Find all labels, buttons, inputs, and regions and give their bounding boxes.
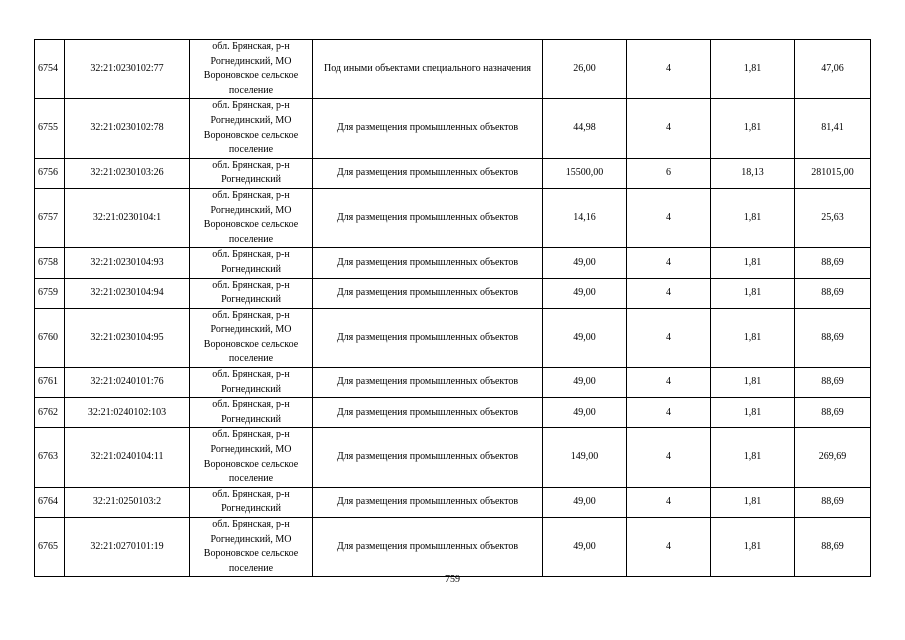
land-use-cell: Для размещения промышленных объектов xyxy=(313,368,543,398)
page-number: 759 xyxy=(445,574,460,585)
cadastral-value-cell: 88,69 xyxy=(795,368,871,398)
group-cell: 4 xyxy=(627,40,711,99)
group-cell: 4 xyxy=(627,99,711,158)
cadastral-value-cell: 88,69 xyxy=(795,248,871,278)
table-row xyxy=(35,40,871,99)
area-cell: 49,00 xyxy=(543,487,627,517)
address-cell: обл. Брянская, р-н Рогнединский xyxy=(190,158,313,188)
area-cell: 14,16 xyxy=(543,188,627,247)
cadastral-value-cell: 81,41 xyxy=(795,99,871,158)
rate-cell: 1,81 xyxy=(711,278,795,308)
cadastral-value-cell: 281015,00 xyxy=(795,158,871,188)
area-cell: 49,00 xyxy=(543,278,627,308)
area-cell: 49,00 xyxy=(543,308,627,367)
land-use-cell: Для размещения промышленных объектов xyxy=(313,398,543,428)
cadastral-number-cell: 32:21:0230103:26 xyxy=(65,158,190,188)
row-number-cell: 6761 xyxy=(35,368,65,398)
area-cell: 49,00 xyxy=(543,368,627,398)
cadastral-number-cell: 32:21:0230102:77 xyxy=(65,40,190,99)
land-use-cell: Для размещения промышленных объектов xyxy=(313,278,543,308)
row-number-cell: 6759 xyxy=(35,278,65,308)
cadastral-value-cell: 47,06 xyxy=(795,40,871,99)
land-use-cell: Для размещения промышленных объектов xyxy=(313,428,543,487)
row-number-cell: 6757 xyxy=(35,188,65,247)
cadastral-number-cell: 32:21:0230104:94 xyxy=(65,278,190,308)
rate-cell: 1,81 xyxy=(711,487,795,517)
cadastral-number-cell: 32:21:0230102:78 xyxy=(65,99,190,158)
rate-cell: 1,81 xyxy=(711,308,795,367)
group-cell: 4 xyxy=(627,248,711,278)
group-cell: 4 xyxy=(627,518,711,577)
area-cell: 49,00 xyxy=(543,398,627,428)
row-number-cell: 6756 xyxy=(35,158,65,188)
table-row xyxy=(35,158,871,188)
land-use-cell: Для размещения промышленных объектов xyxy=(313,248,543,278)
cadastral-number-cell: 32:21:0230104:93 xyxy=(65,248,190,278)
table-row xyxy=(35,398,871,428)
table-row xyxy=(35,188,871,247)
land-plots-table xyxy=(34,39,871,577)
cadastral-number-cell: 32:21:0270101:19 xyxy=(65,518,190,577)
row-number-cell: 6760 xyxy=(35,308,65,367)
group-cell: 4 xyxy=(627,428,711,487)
address-cell: обл. Брянская, р-н Рогнединский xyxy=(190,248,313,278)
address-cell: обл. Брянская, р-н Рогнединский xyxy=(190,278,313,308)
address-cell: обл. Брянская, р-н Рогнединский, МО Вороновское сельское поселение xyxy=(190,188,313,247)
land-use-cell: Для размещения промышленных объектов xyxy=(313,188,543,247)
area-cell: 149,00 xyxy=(543,428,627,487)
address-cell: обл. Брянская, р-н Рогнединский, МО Вороновское сельское поселение xyxy=(190,40,313,99)
cadastral-number-cell: 32:21:0250103:2 xyxy=(65,487,190,517)
area-cell: 49,00 xyxy=(543,248,627,278)
cadastral-number-cell: 32:21:0230104:1 xyxy=(65,188,190,247)
cadastral-number-cell: 32:21:0240104:11 xyxy=(65,428,190,487)
table-row xyxy=(35,278,871,308)
group-cell: 4 xyxy=(627,368,711,398)
rate-cell: 1,81 xyxy=(711,188,795,247)
cadastral-value-cell: 88,69 xyxy=(795,278,871,308)
cadastral-value-cell: 88,69 xyxy=(795,487,871,517)
row-number-cell: 6763 xyxy=(35,428,65,487)
table-row xyxy=(35,518,871,577)
land-use-cell: Под иными объектами специального назначения xyxy=(313,40,543,99)
row-number-cell: 6754 xyxy=(35,40,65,99)
table-row xyxy=(35,368,871,398)
cadastral-number-cell: 32:21:0230104:95 xyxy=(65,308,190,367)
land-use-cell: Для размещения промышленных объектов xyxy=(313,518,543,577)
rate-cell: 1,81 xyxy=(711,518,795,577)
cadastral-value-cell: 88,69 xyxy=(795,398,871,428)
address-cell: обл. Брянская, р-н Рогнединский, МО Вороновское сельское поселение xyxy=(190,518,313,577)
address-cell: обл. Брянская, р-н Рогнединский, МО Вороновское сельское поселение xyxy=(190,428,313,487)
land-use-cell: Для размещения промышленных объектов xyxy=(313,487,543,517)
rate-cell: 1,81 xyxy=(711,398,795,428)
area-cell: 44,98 xyxy=(543,99,627,158)
area-cell: 26,00 xyxy=(543,40,627,99)
rate-cell: 1,81 xyxy=(711,248,795,278)
table-row xyxy=(35,308,871,367)
row-number-cell: 6764 xyxy=(35,487,65,517)
table-row xyxy=(35,487,871,517)
area-cell: 49,00 xyxy=(543,518,627,577)
row-number-cell: 6762 xyxy=(35,398,65,428)
address-cell: обл. Брянская, р-н Рогнединский xyxy=(190,368,313,398)
group-cell: 4 xyxy=(627,308,711,367)
cadastral-value-cell: 88,69 xyxy=(795,518,871,577)
address-cell: обл. Брянская, р-н Рогнединский xyxy=(190,398,313,428)
address-cell: обл. Брянская, р-н Рогнединский xyxy=(190,487,313,517)
area-cell: 15500,00 xyxy=(543,158,627,188)
cadastral-number-cell: 32:21:0240102:103 xyxy=(65,398,190,428)
table-row xyxy=(35,248,871,278)
rate-cell: 1,81 xyxy=(711,40,795,99)
table-row xyxy=(35,99,871,158)
cadastral-value-cell: 25,63 xyxy=(795,188,871,247)
table-row xyxy=(35,428,871,487)
row-number-cell: 6765 xyxy=(35,518,65,577)
group-cell: 4 xyxy=(627,188,711,247)
group-cell: 4 xyxy=(627,487,711,517)
address-cell: обл. Брянская, р-н Рогнединский, МО Вороновское сельское поселение xyxy=(190,99,313,158)
address-cell: обл. Брянская, р-н Рогнединский, МО Вороновское сельское поселение xyxy=(190,308,313,367)
land-use-cell: Для размещения промышленных объектов xyxy=(313,99,543,158)
group-cell: 4 xyxy=(627,278,711,308)
cadastral-value-cell: 269,69 xyxy=(795,428,871,487)
row-number-cell: 6755 xyxy=(35,99,65,158)
cadastral-value-cell: 88,69 xyxy=(795,308,871,367)
group-cell: 6 xyxy=(627,158,711,188)
row-number-cell: 6758 xyxy=(35,248,65,278)
rate-cell: 1,81 xyxy=(711,99,795,158)
land-use-cell: Для размещения промышленных объектов xyxy=(313,158,543,188)
group-cell: 4 xyxy=(627,398,711,428)
table-body xyxy=(35,40,871,577)
land-use-cell: Для размещения промышленных объектов xyxy=(313,308,543,367)
rate-cell: 18,13 xyxy=(711,158,795,188)
rate-cell: 1,81 xyxy=(711,428,795,487)
cadastral-number-cell: 32:21:0240101:76 xyxy=(65,368,190,398)
rate-cell: 1,81 xyxy=(711,368,795,398)
